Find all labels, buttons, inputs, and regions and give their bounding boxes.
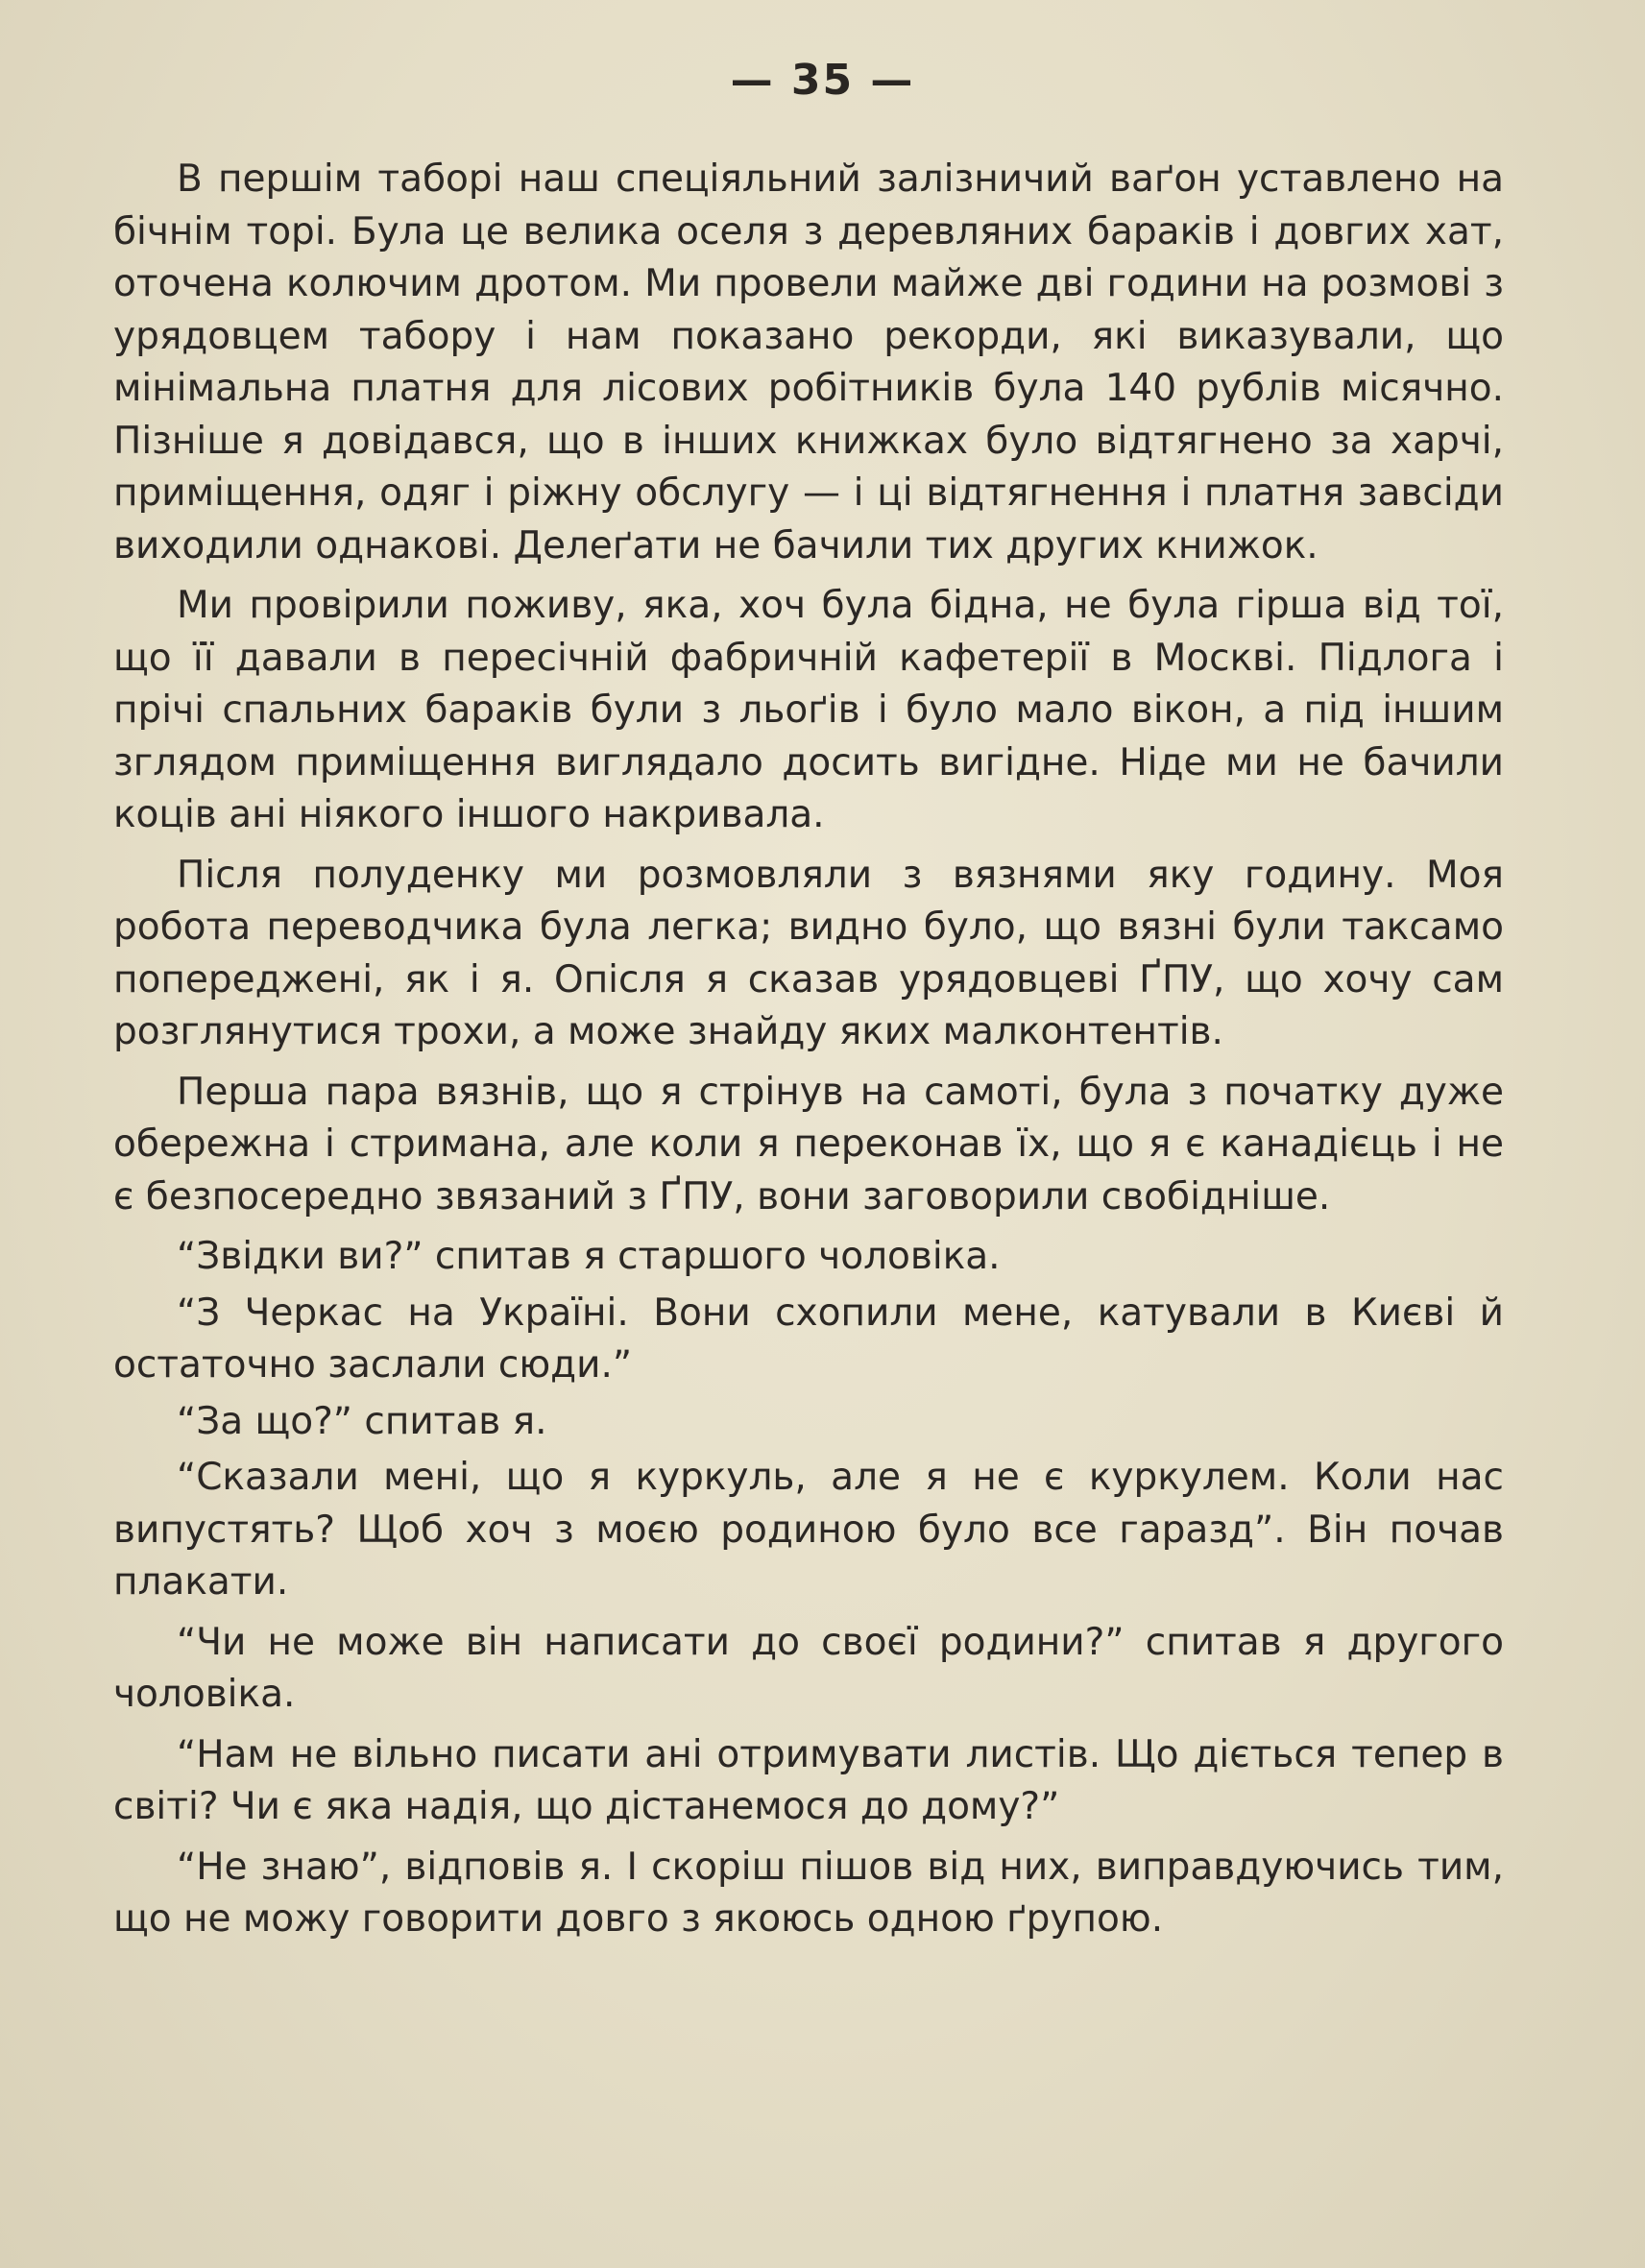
paragraph-first-pair: Перша пара вязнів, що я стрінув на самоті, була з початку дуже обережна і стримана, але коли я переконав їх, що я є канадієць і не є безпосередно звязаний з ҐПУ, вони заговорили свобідніше.: [113, 1070, 1504, 1218]
dialog-line: “Нам не вільно писати ані отримувати листів. Що діється тепер в світі? Чи є яка надія, що дістанемося до дому?”: [113, 1732, 1504, 1828]
paragraph-prisoner-talk: Після полуденку ми розмовляли з вязнями яку годину. Моя робота переводчика була легка; видно було, що вязні були таксамо попереджені, як і я. Опісля я сказав урядовцеві ҐПУ, що хочу сам розглянутися трохи, а може знайду яких малконтентів.: [113, 853, 1504, 1053]
dialog-line: “Сказали мені, що я куркуль, але я не є куркулем. Коли нас випустять? Щоб хоч з моєю родиною було все гаразд”. Він почав плакати.: [113, 1456, 1504, 1604]
dialog-line: “Чи не може він написати до своєї родини?” спитав я другого чоловіка.: [113, 1620, 1504, 1716]
dialog-line: “За що?” спитав я.: [177, 1399, 547, 1443]
dialog-line: “З Черкас на Україні. Вони схопили мене, катували в Києві й остаточно заслали сюди.”: [113, 1291, 1504, 1387]
page-number: — 35 —: [730, 56, 915, 105]
paragraph-food-inspection: Ми провірили поживу, яка, хоч була бідна, не була гірша від тої, що її давали в пересічній фабричній кафетерії в Москві. Підлога і прічі спальних бараків були з льоґів і було мало вікон, а під іншим зглядом приміщення виглядало досить вигідне. Ніде ми не бачили коців ані ніякого іншого накривала.: [113, 584, 1504, 836]
paragraph-camp-arrival: В першім таборі наш спеціяльний залізничий ваґон уставлено на бічнім торі. Була це велика оселя з деревляних бараків і довгих хат, оточена колючим дротом. Ми провели майже дві години на розмові з урядовцем табору і нам показано рекорди, які виказували, що мінімальна платня для лісових робітників була 140 рублів місячно. Пізніше я довідався, що в інших книжках було відтягнено за харчі, приміщення, одяг і ріжну обслугу — і ці відтягнення і платня завсіди виходили однакові. Делеґати не бачили тих других книжок.: [113, 157, 1504, 567]
body-text: [113, 154, 1504, 1954]
paragraph-closing: “Не знаю”, відповів я. І скоріш пішов від них, виправдуючись тим, що не можу говорити довго з якоюсь одною ґрупою.: [113, 1845, 1504, 1941]
dialog-line: “Звідки ви?” спитав я старшого чоловіка.: [177, 1235, 1001, 1278]
